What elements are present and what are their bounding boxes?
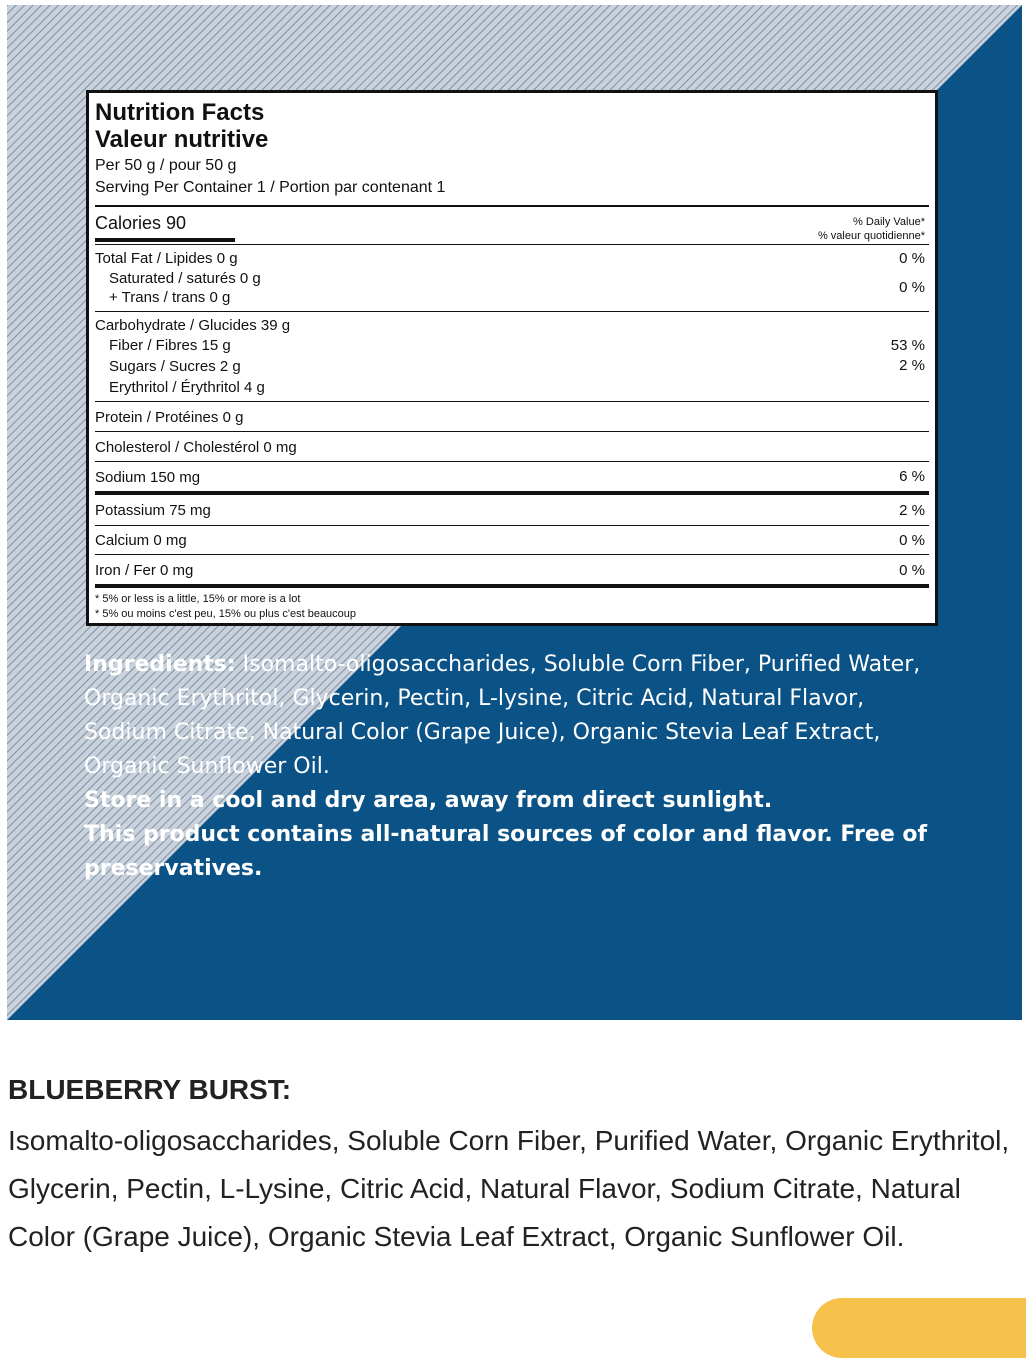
divider <box>95 461 929 462</box>
calcium-dv: 0 % <box>899 532 925 549</box>
divider <box>95 401 929 402</box>
total-fat: Total Fat / Lipides 0 g <box>95 250 238 267</box>
divider <box>95 205 929 207</box>
protein: Protein / Protéines 0 g <box>95 409 244 426</box>
fiber: Fiber / Fibres 15 g <box>109 337 231 354</box>
ingredients-text: Isomalto-oligosaccharides, Soluble Corn Fiber, Purified Water, Organic Erythritol, Glycerin, Pectin, L-lysine, Citric Acid, Natural Flavor, Sodium Citrate, Natural Color (Grape Juice), Organic Stevia Leaf Extract, Organic Sunflower Oil. <box>84 652 921 779</box>
label-ingredients-block <box>84 648 954 886</box>
floating-action-button[interactable] <box>812 1298 1026 1358</box>
divider <box>95 431 929 432</box>
calcium: Calcium 0 mg <box>95 532 187 549</box>
saturated-fat: Saturated / saturés 0 g <box>109 270 261 287</box>
iron: Iron / Fer 0 mg <box>95 562 194 579</box>
storage-instructions: Store in a cool and dry area, away from direct sunlight. <box>84 788 773 813</box>
calories-underline <box>95 238 235 242</box>
footnote-fr: * 5% ou moins c'est peu, 15% ou plus c'est beaucoup <box>95 608 357 620</box>
carbohydrate: Carbohydrate / Glucides 39 g <box>95 317 291 334</box>
daily-value-fr: % valeur quotidienne* <box>817 230 925 242</box>
ingredients-label: Ingredients: <box>84 652 236 677</box>
thick-divider <box>95 491 929 495</box>
flavor-title: BLUEBERRY BURST: <box>8 1074 292 1105</box>
per-serving: Per 50 g / pour 50 g <box>95 157 237 174</box>
trans-fat: + Trans / trans 0 g <box>109 289 231 306</box>
calories: Calories 90 <box>95 213 187 233</box>
saturated-trans-dv: 0 % <box>899 279 925 296</box>
thick-divider <box>95 584 929 588</box>
nutrition-facts-table <box>86 90 938 626</box>
nutrition-title-en: Nutrition Facts <box>95 99 265 126</box>
natural-sources-note: This product contains all-natural sources of color and flavor. Free of preservatives. <box>84 822 928 881</box>
erythritol: Erythritol / Érythritol 4 g <box>109 379 265 396</box>
potassium-dv: 2 % <box>899 502 925 519</box>
potassium: Potassium 75 mg <box>95 502 211 519</box>
divider <box>95 311 929 312</box>
divider <box>95 244 929 245</box>
sugars: Sugars / Sucres 2 g <box>109 358 241 375</box>
iron-dv: 0 % <box>899 562 925 579</box>
footnote-en: * 5% or less is a little, 15% or more is a lot <box>95 593 301 605</box>
daily-value-en: % Daily Value* <box>853 216 925 228</box>
nutrition-title-fr: Valeur nutritive <box>95 126 269 153</box>
sodium-dv: 6 % <box>899 468 925 485</box>
divider <box>95 525 929 526</box>
product-label-image <box>7 5 1022 1020</box>
sugars-dv: 2 % <box>899 357 925 374</box>
divider <box>95 554 929 555</box>
fiber-dv: 53 % <box>890 337 925 354</box>
total-fat-dv: 0 % <box>899 250 925 267</box>
cholesterol: Cholesterol / Cholestérol 0 mg <box>95 439 297 456</box>
sodium: Sodium 150 mg <box>95 469 201 486</box>
flavor-ingredients: Isomalto-oligosaccharides, Soluble Corn Fiber, Purified Water, Organic Erythritol, Glycerin, Pectin, L-Lysine, Citric Acid, Natural Flavor, Sodium Citrate, Natural Color (Grape Juice), Organic Stevia Leaf Extract, Organic Sunflower Oil. <box>8 1125 1010 1252</box>
servings-per-container: Serving Per Container 1 / Portion par contenant 1 <box>95 179 446 196</box>
label-ingredients <box>84 648 954 784</box>
